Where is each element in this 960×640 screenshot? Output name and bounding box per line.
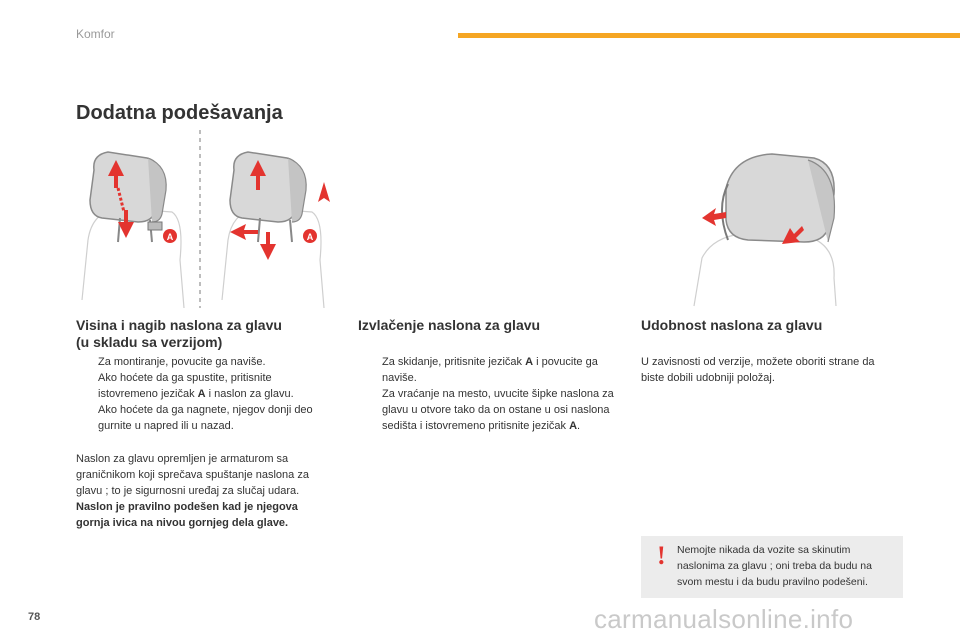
column-1-title (76, 317, 336, 351)
column-2-list (360, 354, 618, 434)
list-item: Ako hoćete da ga spustite, pritisnite istovremeno jezičak A i naslon za glavu. (98, 372, 294, 400)
list-item: Za vraćanje na mesto, uvucite šipke naslona za glavu u otvore tako da on ostane u osi naslona sedišta i istovremeno pritisnite jezičak A. (382, 388, 614, 432)
column-1-title-line1: Visina i nagib naslona za glavu (76, 317, 282, 333)
list-item: Ako hoćete da ga nagnete, njegov donji deo gurnite u napred ili u nazad. (98, 404, 313, 432)
page-number: 78 (28, 611, 41, 623)
badge-a-label-1: A (166, 232, 174, 242)
page-title: Dodatna podešavanja (76, 102, 283, 124)
section-label: Komfor (76, 27, 115, 41)
header-accent-bar (458, 33, 960, 38)
warning-icon: ! (657, 541, 666, 570)
headrest-illustration-left (72, 130, 342, 308)
warning-text: Nemojte nikada da vozite sa skinutim naslonima za glavu ; oni treba da budu na svom mestu i da budu pravilno podešeni. (677, 544, 872, 588)
list-item: Za montiranje, povucite ga naviše. (98, 356, 266, 368)
column-3-title: Udobnost naslona za glavu (641, 317, 823, 333)
badge-a-2 (303, 229, 317, 243)
watermark: carmanualsonline.info (594, 604, 854, 634)
column-1-list (76, 354, 324, 434)
badge-a-label-2: A (306, 232, 314, 242)
column-1-title-line2: (u skladu sa verzijom) (76, 334, 223, 350)
headrest-illustration-right (686, 148, 854, 308)
badge-a-1 (163, 229, 177, 243)
column-1-note-bold: Naslon je pravilno podešen kad je njegova gornja ivica na nivou gornjeg dela glave. (76, 501, 298, 529)
column-3-paragraph: U zavisnosti od verzije, možete oboriti strane da biste dobili udobniji položaj. (641, 356, 875, 384)
warning-box (641, 536, 903, 598)
column-1-paragraph: Naslon za glavu opremljen je armaturom sa graničnikom koji sprečava spuštanje naslona za glavu ; to je sigurnosni uređaj za slučaj udara. Naslon je pravilno podešen kad je njegova gornja ivica na nivou gornjeg dela glave. (76, 451, 326, 531)
column-2-title: Izvlačenje naslona za glavu (358, 317, 541, 333)
list-item: Za skidanje, pritisnite jezičak A i povucite ga naviše. (382, 356, 598, 384)
